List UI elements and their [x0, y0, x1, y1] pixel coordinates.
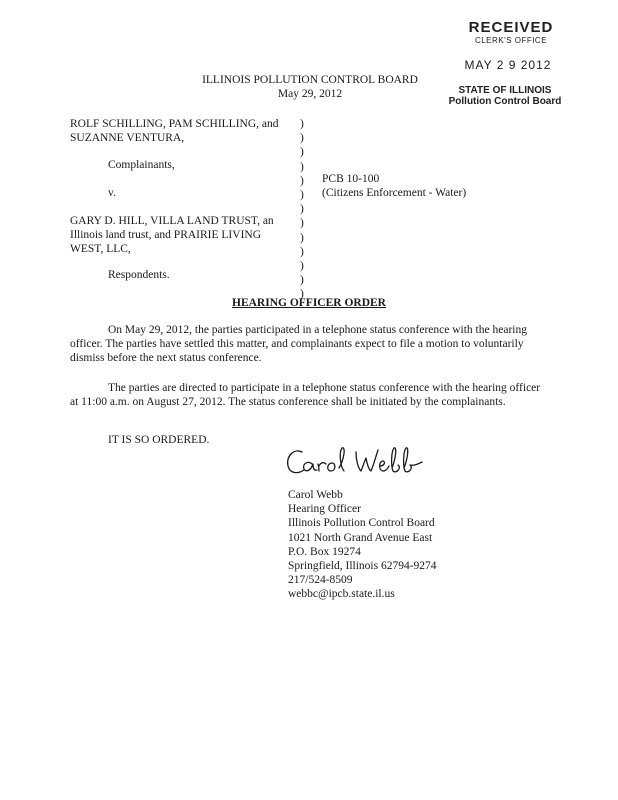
- paren: ): [300, 259, 304, 272]
- order-paragraph-2: The parties are directed to participate in a telephone status conference with the hearing officer at 11:00 a.m. on August 27, 2012. The status conference shall be initiated by the complainants.: [70, 382, 541, 408]
- order-title: HEARING OFFICER ORDER: [232, 297, 386, 309]
- document-header: [190, 73, 430, 101]
- complainants-line-1: ROLF SCHILLING, PAM SCHILLING, and: [70, 118, 279, 130]
- paren: ): [300, 160, 304, 173]
- paren: ): [300, 288, 304, 301]
- stamp-agency: Pollution Control Board: [448, 96, 562, 107]
- case-info: [322, 172, 466, 200]
- case-type: (Citizens Enforcement - Water): [322, 187, 467, 199]
- paren: ): [300, 174, 304, 187]
- paren: ): [300, 217, 304, 230]
- respondents-line-2: Illinois land trust, and PRAIRIE LIVING: [70, 229, 262, 241]
- respondents-names: [70, 214, 274, 256]
- signer-title: Hearing Officer: [288, 503, 361, 516]
- paren: ): [300, 231, 304, 244]
- respondents-label: Respondents.: [108, 269, 170, 281]
- complainants-names: [70, 117, 279, 145]
- paren: ): [300, 146, 304, 159]
- signer-city: Springfield, Illinois 62794-9274: [288, 560, 437, 573]
- signer-agency: Illinois Pollution Control Board: [288, 517, 435, 530]
- respondents-line-1: GARY D. HILL, VILLA LAND TRUST, an: [70, 215, 274, 227]
- paren: ): [300, 188, 304, 201]
- versus-label: v.: [108, 187, 116, 199]
- stamp-received-text: RECEIVED: [468, 19, 554, 36]
- header-date: May 29, 2012: [277, 88, 343, 100]
- stamp-date: MAY 2 9 2012: [464, 58, 552, 72]
- signer-street: 1021 North Grand Avenue East: [288, 531, 433, 544]
- signature-block: [288, 488, 437, 602]
- paren: ): [300, 203, 304, 216]
- complainants-label: Complainants,: [108, 159, 175, 171]
- order-paragraph-1: On May 29, 2012, the parties participated in a telephone status conference with the hearing officer. The parties have settled this matter, and complainants expect to file a motion to voluntarily dismiss before the next status conference.: [70, 324, 527, 364]
- paren: ): [300, 245, 304, 258]
- case-number: PCB 10-100: [322, 173, 380, 185]
- paren: ): [300, 118, 304, 130]
- stamp-office-text: CLERK'S OFFICE: [474, 36, 548, 45]
- received-stamp: [440, 20, 570, 107]
- handwritten-signature: [284, 440, 434, 484]
- caption-parens: [300, 117, 304, 301]
- so-ordered: IT IS SO ORDERED.: [108, 434, 210, 446]
- signer-name: Carol Webb: [288, 489, 343, 501]
- signer-po-box: P.O. Box 19274: [288, 545, 361, 558]
- paren: ): [300, 274, 304, 287]
- respondents-line-3: WEST, LLC,: [70, 243, 131, 255]
- paren: ): [300, 132, 304, 145]
- signer-phone: 217/524-8509: [288, 574, 353, 587]
- signer-email: webbc@ipcb.state.il.us: [288, 588, 395, 601]
- complainants-line-2: SUZANNE VENTURA,: [70, 132, 185, 144]
- board-name: ILLINOIS POLLUTION CONTROL BOARD: [202, 74, 418, 86]
- stamp-state: STATE OF ILLINOIS: [458, 85, 552, 96]
